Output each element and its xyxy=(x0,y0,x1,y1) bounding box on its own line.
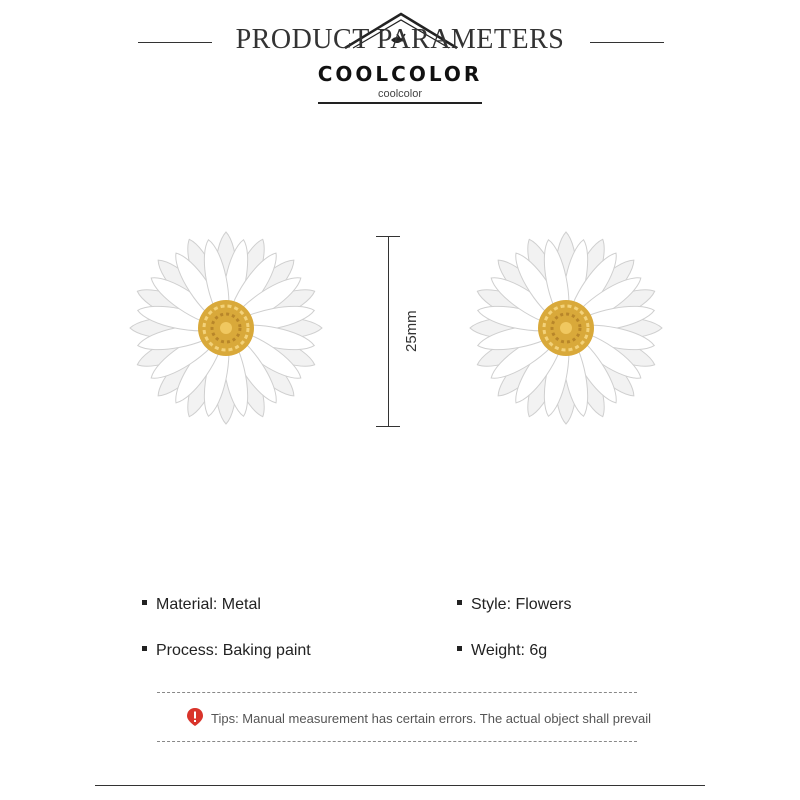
bullet-icon xyxy=(457,600,462,605)
bullet-icon xyxy=(142,646,147,651)
param-label: Process: Baking paint xyxy=(156,642,311,659)
param-process xyxy=(142,642,311,660)
param-label: Material: Metal xyxy=(156,596,261,613)
footer-rule xyxy=(95,785,705,786)
brand-logo: COOLCOLOR xyxy=(317,62,483,86)
bullet-icon xyxy=(142,600,147,605)
dimension-tick-bottom xyxy=(376,426,400,427)
brand-underline xyxy=(318,102,482,104)
tip-divider-bottom xyxy=(157,741,637,742)
bullet-icon xyxy=(457,646,462,651)
tip-text: Tips: Manual measurement has certain errors. The actual object shall prevail xyxy=(211,711,652,726)
param-label: Style: Flowers xyxy=(471,596,572,613)
param-label: Weight: 6g xyxy=(471,642,548,659)
dimension-label: 25mm xyxy=(403,310,420,352)
param-style xyxy=(457,596,571,614)
page-title: PRODUCT PARAMETERS xyxy=(235,24,565,55)
daisy-earring-right-image xyxy=(460,228,672,428)
daisy-earring-left-image xyxy=(120,228,332,428)
dimension-tick-top xyxy=(376,236,400,237)
tip-divider-top xyxy=(157,692,637,693)
brand-subtitle: coolcolor xyxy=(377,88,423,100)
dimension-line xyxy=(388,236,389,426)
warning-pin-icon xyxy=(185,707,205,727)
param-weight xyxy=(457,642,547,660)
param-material xyxy=(142,596,261,614)
